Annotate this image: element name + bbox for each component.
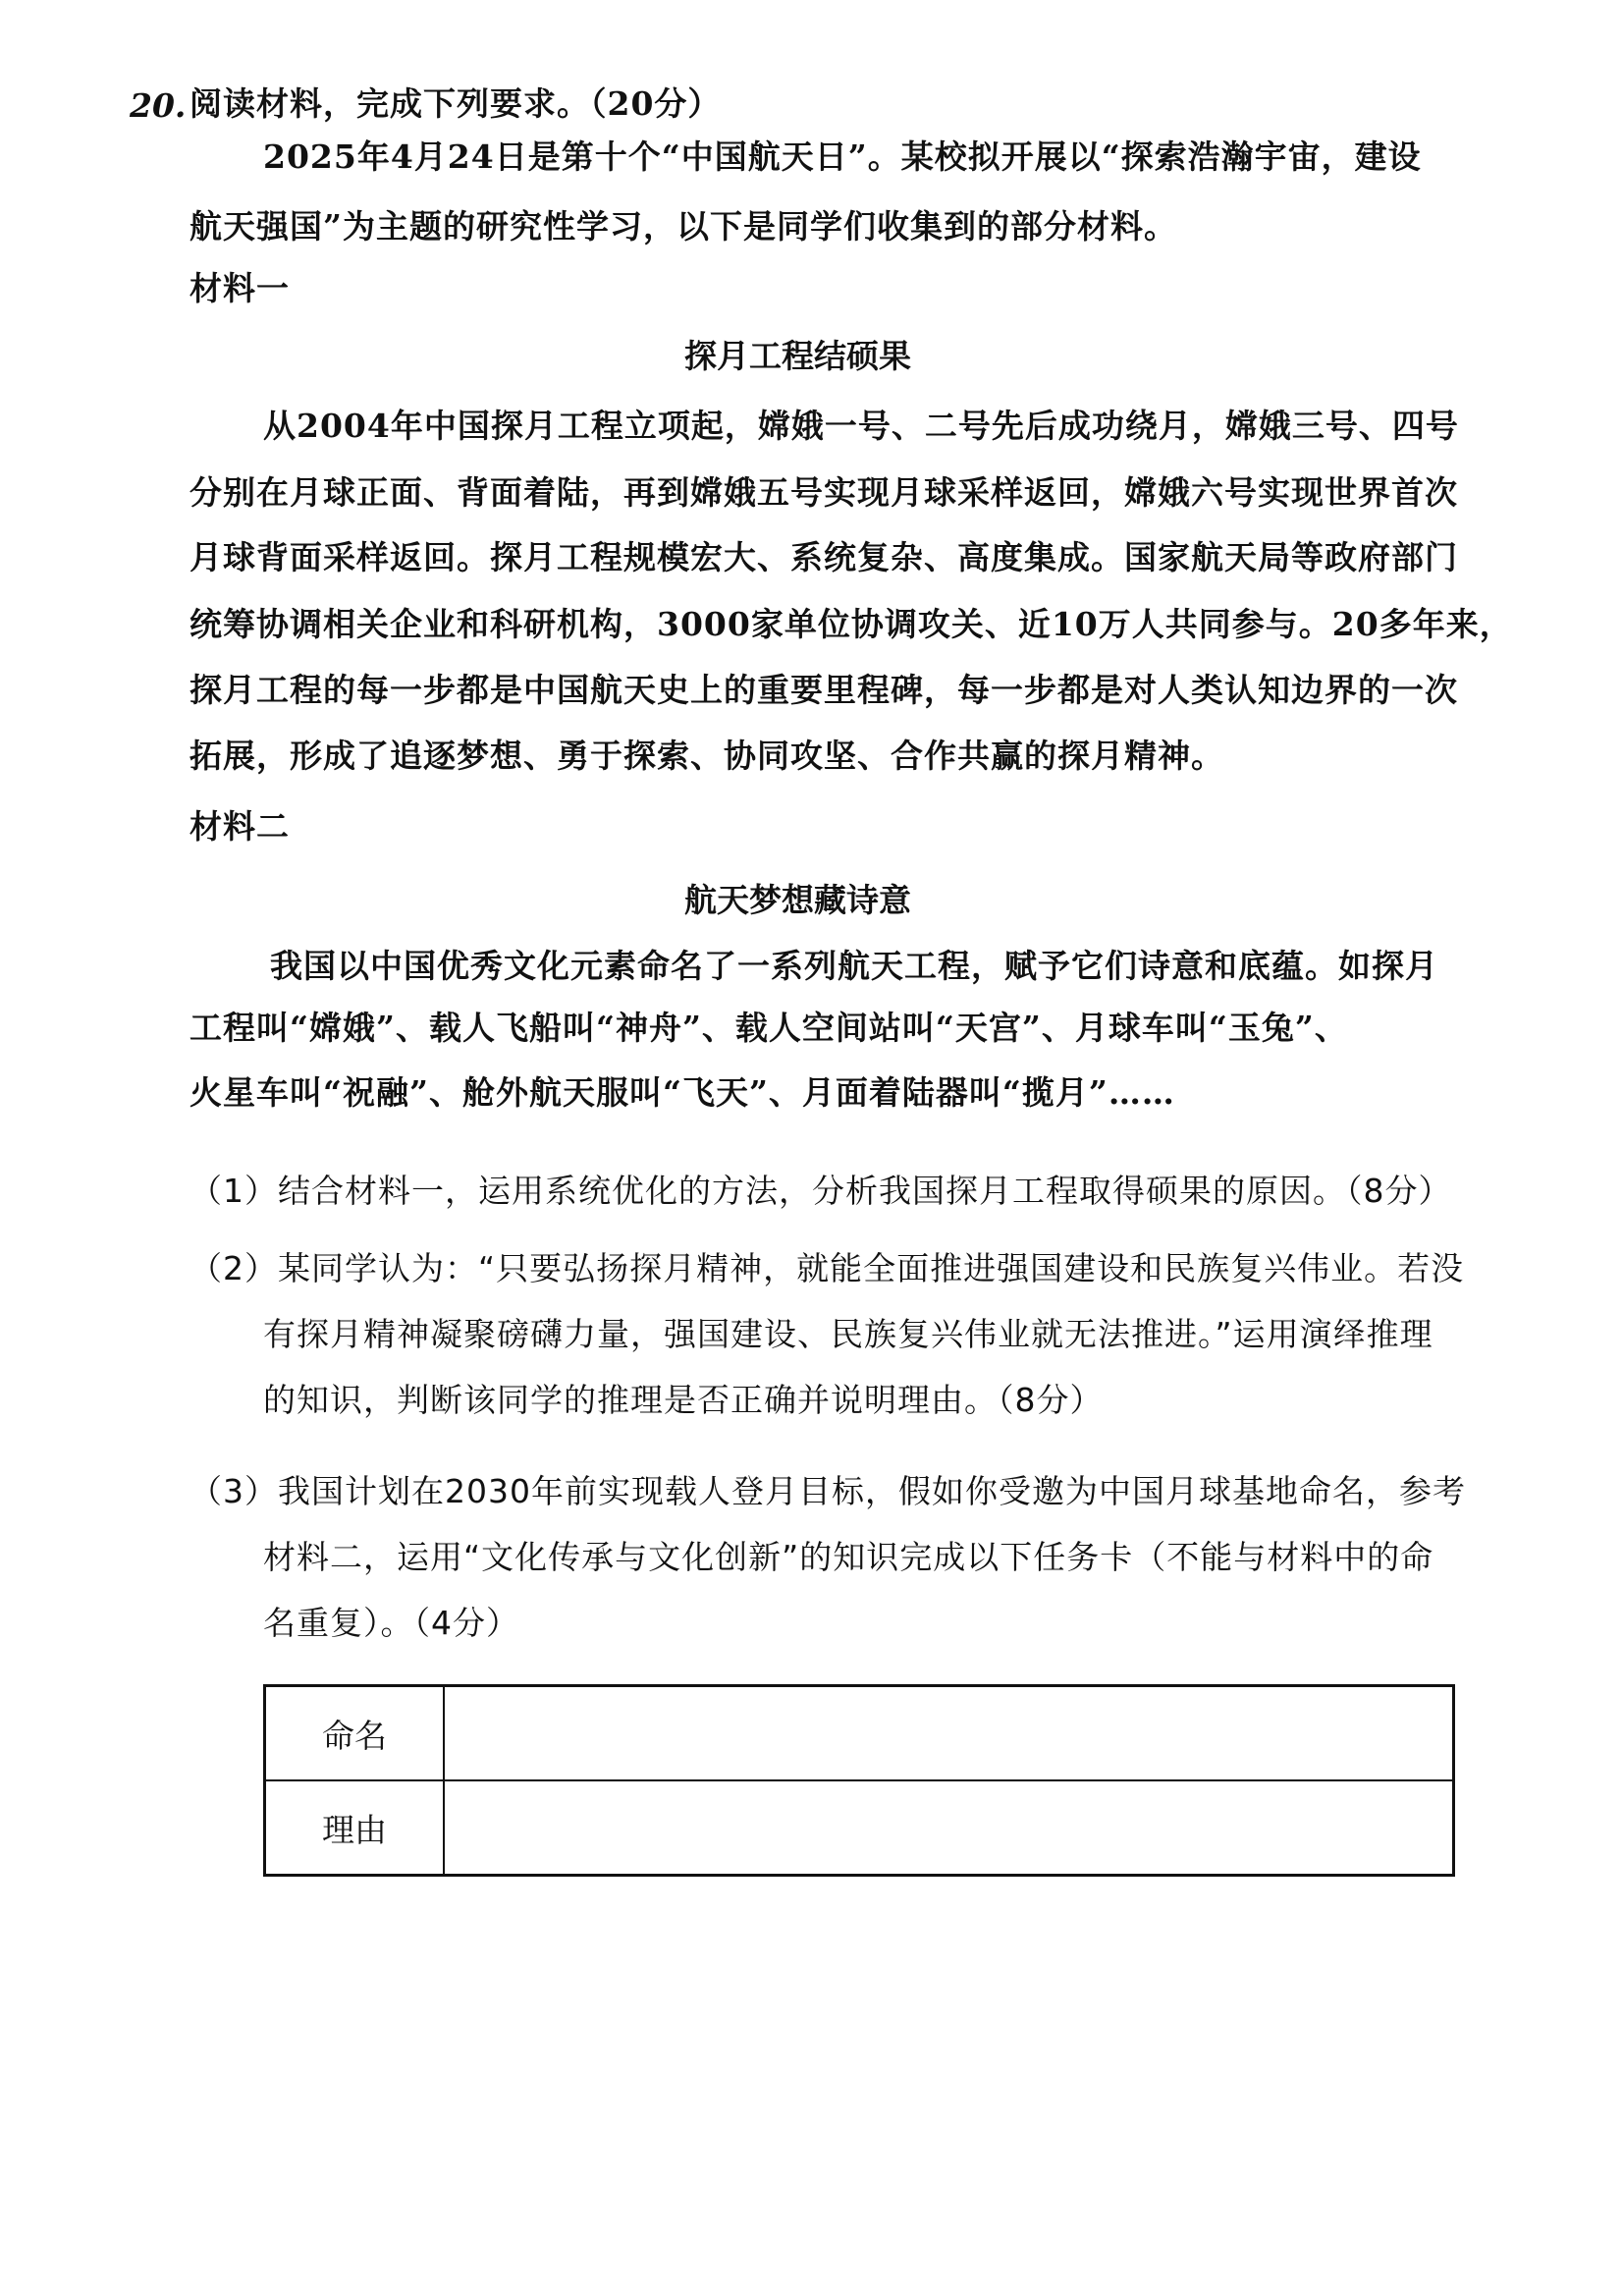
material1-line-1: 从2004年中国探月工程立项起，嫦娥一号、二号先后成功绕月，嫦娥三号、四号	[263, 407, 1459, 445]
material2-title: 航天梦想藏诗意	[684, 881, 911, 919]
subquestion-3-line-3: 名重复）。（4分）	[263, 1604, 519, 1642]
intro-line-1: 2025年4月24日是第十个“中国航天日”。某校拟开展以“探索浩瀚宇宙，建设	[263, 137, 1422, 176]
subquestion-2-line-2: 有探月精神凝聚磅礴力量，强国建设、民族复兴伟业就无法推进。”运用演绎推理	[263, 1315, 1433, 1353]
material1-label: 材料一	[189, 269, 290, 307]
material1-line-5: 探月工程的每一步都是中国航天史上的重要里程碑，每一步都是对人类认知边界的一次	[189, 671, 1458, 709]
subquestion-1: （1）结合材料一，运用系统优化的方法，分析我国探月工程取得硕果的原因。（8分）	[189, 1172, 1452, 1210]
material2-line-1: 我国以中国优秀文化元素命名了一系列航天工程，赋予它们诗意和底蕴。如探月	[270, 947, 1438, 985]
task-card-table	[263, 1684, 1455, 1877]
intro-line-2: 航天强国”为主题的研究性学习，以下是同学们收集到的部分材料。	[189, 207, 1177, 246]
subquestion-2-line-3: 的知识，判断该同学的推理是否正确并说明理由。（8分）	[263, 1381, 1104, 1419]
material2-line-3: 火星车叫“祝融”、舱外航天服叫“飞天”、月面着陆器叫“揽月”……	[189, 1073, 1175, 1112]
task-card-name-field[interactable]	[444, 1686, 1454, 1781]
material1-line-2: 分别在月球正面、背面着陆，再到嫦娥五号实现月球采样返回，嫦娥六号实现世界首次	[189, 473, 1458, 512]
material2-label: 材料二	[189, 807, 290, 846]
subquestion-3-line-2: 材料二，运用“文化传承与文化创新”的知识完成以下任务卡（不能与材料中的命	[263, 1538, 1434, 1576]
material1-title: 探月工程结硕果	[684, 337, 911, 375]
task-card-row-reason	[265, 1780, 1454, 1876]
material2-line-2: 工程叫“嫦娥”、载人飞船叫“神舟”、载人空间站叫“天宫”、月球车叫“玉兔”、	[189, 1009, 1348, 1047]
material1-line-4: 统筹协调相关企业和科研机构，3000家单位协调攻关、近10万人共同参与。20多年来，	[189, 605, 1513, 643]
subquestion-3-line-1: （3）我国计划在2030年前实现载人登月目标，假如你受邀为中国月球基地命名，参考	[189, 1472, 1466, 1510]
task-card-name-label: 命名	[265, 1686, 445, 1781]
subquestion-2-line-1: （2）某同学认为：“只要弘扬探月精神，就能全面推进强国建设和民族复兴伟业。若没	[189, 1249, 1465, 1287]
question-instruction: 阅读材料，完成下列要求。（20分）	[189, 84, 722, 123]
task-card-reason-label: 理由	[265, 1780, 445, 1876]
material1-line-6: 拓展，形成了追逐梦想、勇于探索、协同攻坚、合作共赢的探月精神。	[189, 737, 1224, 775]
material1-line-3: 月球背面采样返回。探月工程规模宏大、系统复杂、高度集成。国家航天局等政府部门	[189, 538, 1458, 576]
task-card-reason-field[interactable]	[444, 1780, 1454, 1876]
task-card-row-name	[265, 1686, 1454, 1781]
question-number: 20.	[130, 86, 187, 125]
